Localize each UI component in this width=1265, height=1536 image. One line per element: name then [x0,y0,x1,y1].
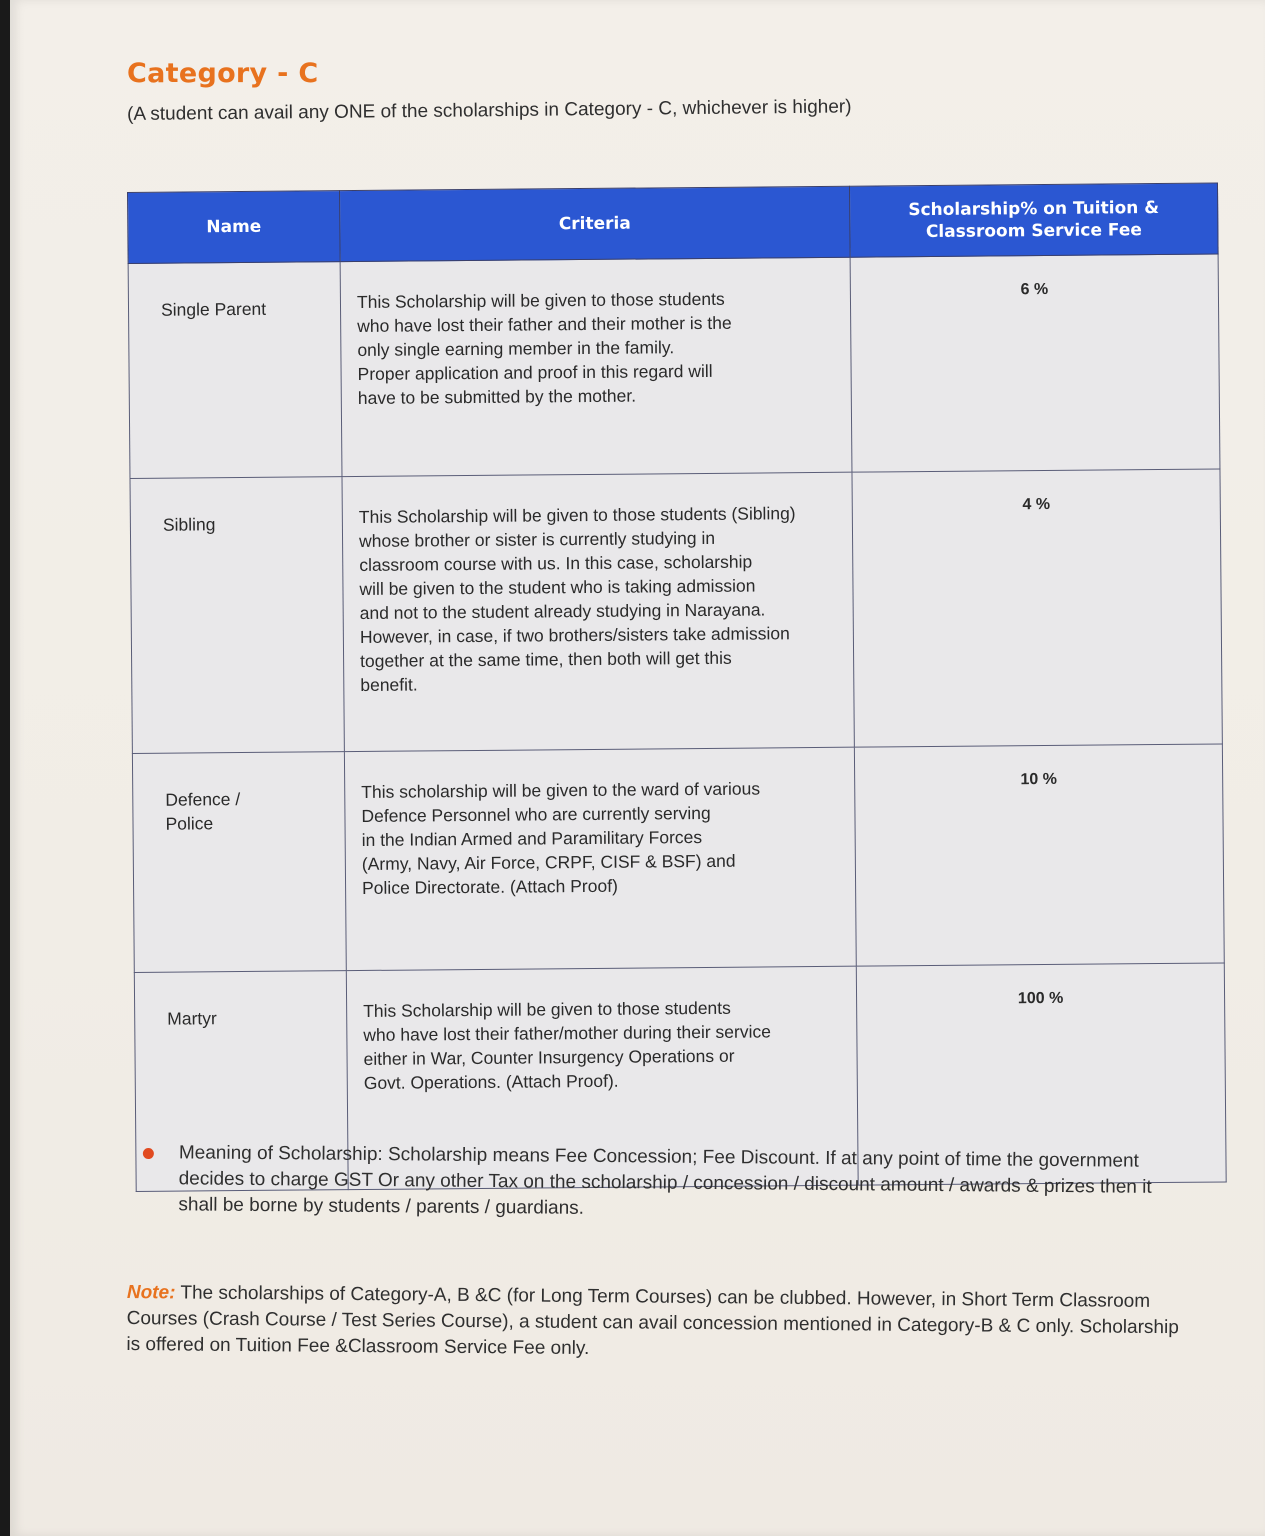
header-criteria: Criteria [339,186,850,261]
category-title: Category - C [127,58,319,89]
criteria-line: either in War, Counter Insurgency Operations or [363,1045,735,1069]
criteria-line: benefit. [360,674,418,695]
criteria-line: Defence Personnel who are currently serving [361,802,711,826]
row-name-line: Police [165,813,214,834]
header-pct-line1: Scholarship% on Tuition & [908,197,1160,221]
row-percent: 4 % [852,469,1222,747]
criteria-line: This Scholarship will be given to those students [356,288,725,312]
table-row [128,254,1220,479]
table-row [130,469,1222,754]
criteria-line: Police Directorate. (Attach Proof) [361,875,618,898]
header-scholarship-percent [849,183,1218,257]
criteria-line: in the Indian Armed and Paramilitary Forces [361,827,703,850]
criteria-line: This Scholarship will be given to those students (Sibling) [358,503,796,527]
criteria-line: (Army, Navy, Air Force, CRPF, CISF & BSF) and [361,850,736,874]
bullet-line: Meaning of Scholarship: Scholarship means Fee Concession; Fee Discount. If at any point of time the government [178,1142,1139,1172]
row-name: Single Parent [128,262,342,479]
criteria-line: who have lost their father/mother during their service [363,1021,771,1045]
header-name: Name [128,191,341,264]
note-line: Courses (Crash Course / Test Series Course), a student can avail concession mentioned in Category-B & C only. Scholarship [126,1307,1179,1339]
criteria-line: Govt. Operations. (Attach Proof). [363,1070,619,1093]
table-row [132,744,1224,973]
bullet-dot-icon [143,1148,154,1159]
criteria-line: who have lost their father and their mother is the [357,312,732,336]
bullet-line: decides to charge GST Or any other Tax on the scholarship / concession / discount amount / awards & prizes then it [178,1168,1152,1198]
note-line: is offered on Tuition Fee &Classroom Service Fee only. [126,1333,590,1360]
row-name: Martyr [134,971,348,1192]
criteria-line: only single earning member in the family. [357,337,675,360]
table-header-row [128,183,1219,264]
note-paragraph [126,1280,1237,1368]
criteria-line: This scholarship will be given to the ward of various [361,778,761,802]
scholarship-meaning-bullet [142,1140,1223,1227]
note-text: The scholarships of Category-A, B &C (for Long Term Courses) can be clubbed. However, in Short Term Classroom [175,1282,1151,1312]
row-criteria [344,747,856,970]
row-name: Sibling [130,477,344,754]
row-criteria [342,472,854,751]
criteria-line: have to be submitted by the mother. [357,385,637,408]
row-percent: 100 % [856,963,1226,1185]
criteria-line: Proper application and proof in this regard will [357,360,713,384]
row-percent: 6 % [850,254,1220,472]
row-percent: 10 % [854,744,1224,966]
criteria-line: This Scholarship will be given to those students [363,997,731,1021]
bullet-line: shall be borne by students / parents / guardians. [178,1194,585,1219]
scholarship-table-wrapper [127,182,1226,1191]
criteria-line: whose brother or sister is currently studying in [358,527,716,551]
scholarship-table [127,182,1227,1191]
note-label: Note: [126,1281,176,1304]
criteria-line: will be given to the student who is taking admission [359,575,756,599]
row-name [132,752,346,973]
criteria-line: However, in case, if two brothers/sisters take admission [359,623,790,647]
category-subtitle: (A student can avail any ONE of the scholarships in Category - C, whichever is higher) [127,96,852,125]
row-criteria [340,257,852,476]
criteria-line: together at the same time, then both will get this [360,647,732,671]
document-page [10,0,1265,1536]
bullet-text [178,1140,1223,1227]
header-pct-line2: Classroom Service Fee [925,220,1142,243]
row-name-line: Defence / [165,789,241,810]
criteria-line: classroom course with us. In this case, scholarship [359,551,753,575]
criteria-line: and not to the student already studying in Narayana. [359,599,766,623]
